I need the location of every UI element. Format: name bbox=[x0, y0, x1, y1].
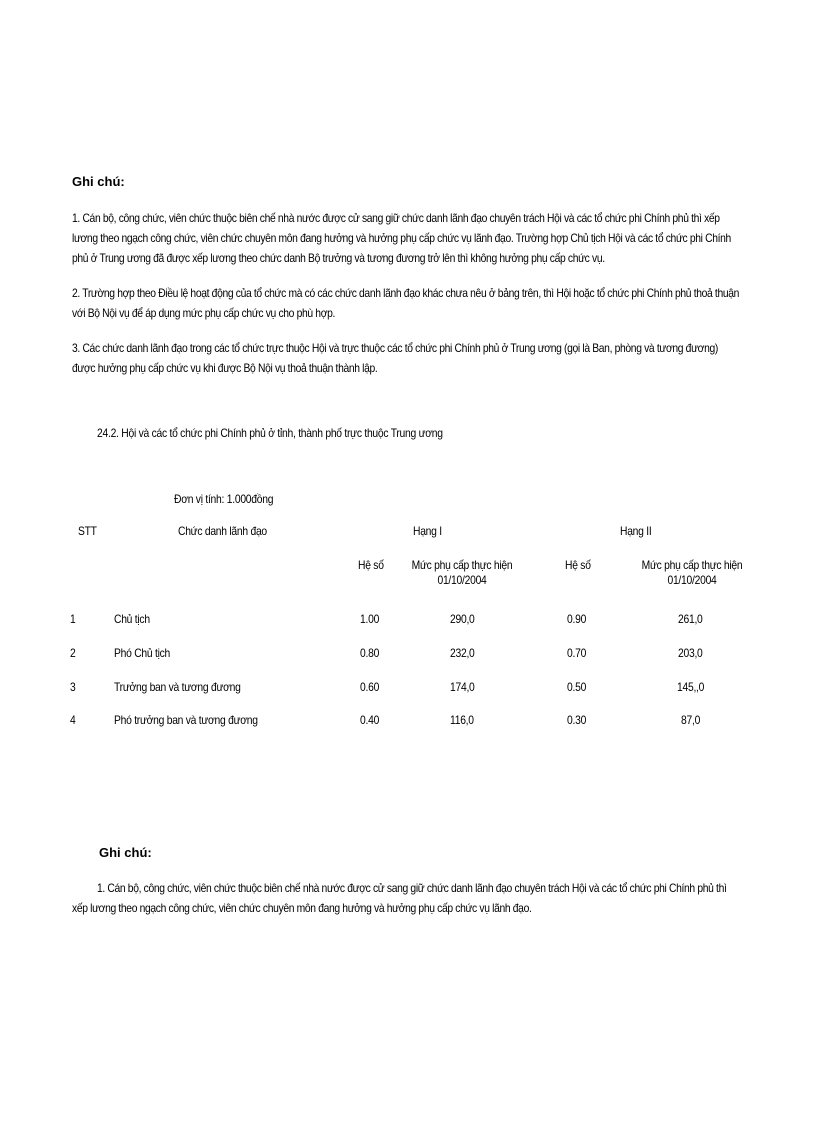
header-allowance-2: Mức phụ cấp thực hiện 01/10/2004 bbox=[641, 558, 743, 587]
row-3-stt: 3 bbox=[70, 680, 76, 694]
row-2-allowance-2: 203,0 bbox=[678, 646, 703, 660]
row-2-allowance-1: 232,0 bbox=[450, 646, 475, 660]
row-2-coef-2: 0.70 bbox=[567, 646, 587, 660]
row-4-allowance-2: 87,0 bbox=[681, 713, 701, 727]
notes-top-item-2: 2. Trường hợp theo Điều lệ hoạt động của tổ chức mà có các chức danh lãnh đạo khác chưa nêu ở bảng trên, thì Hội hoặc tổ chức phi Chính phủ thoả thuận với Bộ Nội vụ để áp dụng mức phụ cấp chức vụ cho phù hợp. bbox=[72, 286, 740, 320]
notes-top-title: Ghi chú: bbox=[72, 174, 125, 189]
row-1-allowance-1: 290,0 bbox=[450, 612, 475, 626]
row-3-allowance-2: 145,,0 bbox=[677, 680, 705, 694]
row-1-stt: 1 bbox=[70, 612, 76, 626]
unit-label: Đơn vị tính: 1.000đồng bbox=[174, 492, 274, 506]
row-1-allowance-2: 261,0 bbox=[678, 612, 703, 626]
row-3-coef-1: 0.60 bbox=[360, 680, 380, 694]
header-rank-2: Hạng II bbox=[620, 524, 652, 538]
row-1-title: Chủ tịch bbox=[114, 612, 150, 626]
header-title: Chức danh lãnh đạo bbox=[178, 524, 267, 538]
row-1-coef-2: 0.90 bbox=[567, 612, 587, 626]
notes-bottom-title: Ghi chú: bbox=[99, 845, 152, 860]
row-4-allowance-1: 116,0 bbox=[450, 713, 474, 727]
header-coef-1: Hệ số bbox=[358, 558, 384, 572]
header-stt: STT bbox=[78, 524, 97, 538]
header-coef-2: Hệ số bbox=[565, 558, 591, 572]
row-4-coef-2: 0.30 bbox=[567, 713, 587, 727]
header-rank-1: Hạng I bbox=[413, 524, 442, 538]
row-2-title: Phó Chủ tịch bbox=[114, 646, 170, 660]
notes-top-item-1: 1. Cán bộ, công chức, viên chức thuộc biên chế nhà nước được cử sang giữ chức danh lãnh đạo chuyên trách Hội và các tổ chức phi Chính phủ thì xếp lương theo ngạch công chức, viên chức chuyên môn đang hưởng và hưởng phụ cấp chức vụ lãnh đạo. Trường hợp Chủ tịch Hội và các tổ chức phi Chính phủ ở Trung ương đã được xếp lương theo chức danh Bộ trưởng và tương đương trở lên thì không hưởng phụ cấp chức vụ. bbox=[72, 211, 731, 265]
row-4-title: Phó trưởng ban và tương đương bbox=[114, 713, 258, 727]
row-4-stt: 4 bbox=[70, 713, 76, 727]
notes-bottom-item-1: 1. Cán bộ, công chức, viên chức thuộc biên chế nhà nước được cử sang giữ chức danh lãnh đạo chuyên trách Hội và các tổ chức phi Chính phủ thì xếp lương theo ngạch công chức, viên chức chuyên môn đang hưởng và hưởng phụ cấp chức vụ lãnh đạo. bbox=[72, 881, 727, 915]
row-4-coef-1: 0.40 bbox=[360, 713, 380, 727]
row-3-coef-2: 0.50 bbox=[567, 680, 587, 694]
section-title: 24.2. Hội và các tổ chức phi Chính phủ ở tỉnh, thành phố trực thuộc Trung ương bbox=[97, 426, 443, 440]
row-2-stt: 2 bbox=[70, 646, 76, 660]
header-allowance-1: Mức phụ cấp thực hiện 01/10/2004 bbox=[411, 558, 513, 587]
row-1-coef-1: 1.00 bbox=[360, 612, 380, 626]
notes-top-item-3: 3. Các chức danh lãnh đạo trong các tổ chức trực thuộc Hội và trực thuộc các tổ chức phi Chính phủ ở Trung ương (gọi là Ban, phòng và tương đương) được hưởng phụ cấp chức vụ khi được Bộ Nội vụ thoả thuận thành lập. bbox=[72, 341, 718, 375]
row-2-coef-1: 0.80 bbox=[360, 646, 380, 660]
row-3-title: Trưởng ban và tương đương bbox=[114, 680, 241, 694]
row-3-allowance-1: 174,0 bbox=[450, 680, 475, 694]
